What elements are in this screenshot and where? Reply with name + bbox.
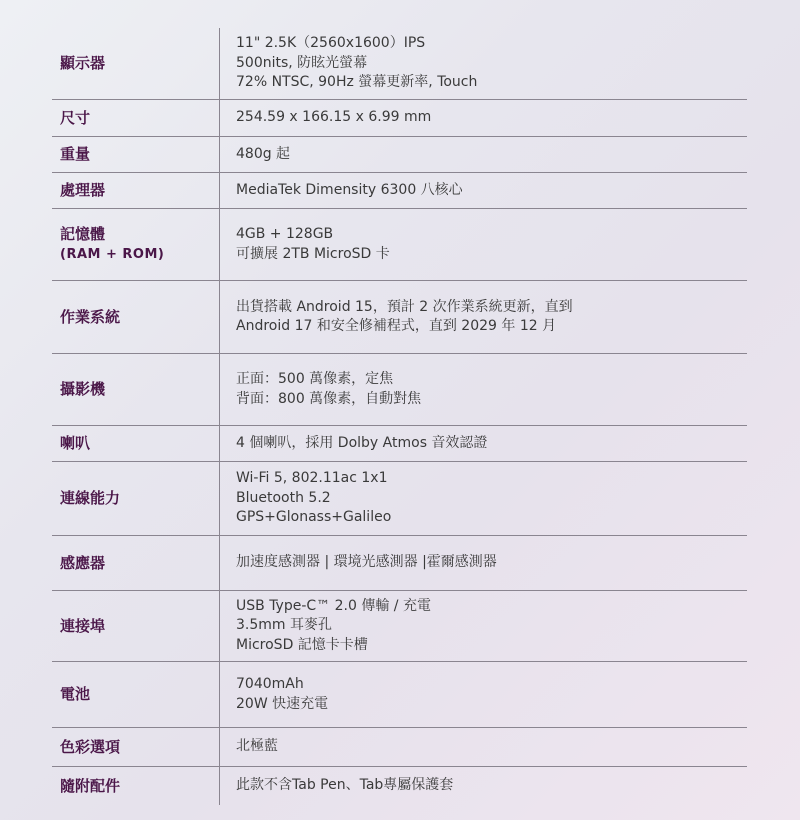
spec-value [219, 662, 747, 727]
spec-label: 顯示器 [60, 54, 106, 72]
spec-value-line: 加速度感測器 | 環境光感測器 |霍爾感測器 [236, 554, 497, 571]
spec-value-line: 4 個喇叭，採用 Dolby Atmos 音效認證 [236, 434, 488, 451]
spec-label: 連接埠 [60, 616, 106, 635]
spec-table [52, 28, 747, 805]
spec-value-line: 72% NTSC, 90Hz 螢幕更新率, Touch [236, 74, 478, 91]
spec-value-line: 正面：500 萬像素，定焦 [236, 371, 394, 387]
spec-label: 色彩選項 [60, 737, 121, 756]
spec-label: 作業系統 [60, 307, 121, 326]
spec-value [219, 28, 747, 99]
spec-row-speakers [52, 426, 747, 462]
spec-value-line: 480g 起 [236, 145, 291, 162]
spec-value-line: 7040mAh [236, 676, 304, 692]
spec-row-memory [52, 209, 747, 281]
spec-row-processor [52, 173, 747, 209]
spec-value-line: MediaTek Dimensity 6300 八核心 [236, 181, 463, 198]
spec-value-line: 可擴展 2TB MicroSD 卡 [236, 245, 390, 262]
spec-value-line: 254.59 x 166.15 x 6.99 mm [236, 109, 432, 126]
spec-row-accessories [52, 767, 747, 805]
spec-row-dimensions [52, 100, 747, 137]
spec-value-line: 背面：800 萬像素，自動對焦 [236, 390, 422, 407]
spec-label: 處理器 [60, 181, 106, 199]
spec-value [219, 354, 747, 425]
spec-value-line: 出貨搭載 Android 15，預計 2 次作業系統更新，直到 [236, 298, 573, 315]
spec-label: 重量 [60, 145, 91, 163]
spec-value [219, 100, 747, 136]
spec-value-line: 3.5mm 耳麥孔 [236, 617, 332, 634]
spec-value-line: GPS+Glonass+Galileo [236, 509, 392, 526]
spec-row-battery [52, 662, 747, 728]
spec-label: 隨附配件 [60, 776, 121, 795]
spec-value-line: Wi-Fi 5, 802.11ac 1x1 [236, 470, 388, 487]
spec-label: 記憶體 (RAM + ROM) [52, 209, 219, 280]
spec-row-connectivity [52, 462, 747, 536]
spec-value [219, 426, 747, 461]
spec-value [219, 137, 747, 172]
spec-value-line: 11" 2.5K（2560x1600）IPS [236, 35, 426, 52]
spec-row-colors [52, 728, 747, 767]
spec-value-line: 4GB + 128GB [236, 226, 334, 242]
spec-row-sensors [52, 536, 747, 591]
spec-value-line: Android 17 和安全修補程式，直到 2029 年 12 月 [236, 318, 557, 334]
spec-label: 喇叭 [60, 434, 91, 452]
spec-value [219, 462, 747, 535]
spec-value-line: 北極藍 [236, 738, 278, 755]
spec-label: 感應器 [60, 553, 106, 572]
spec-value-line: 此款不含Tab Pen、Tab專屬保護套 [236, 777, 454, 794]
spec-value [219, 728, 747, 766]
spec-label-sub: (RAM + ROM) [60, 247, 165, 262]
spec-value [219, 209, 747, 280]
spec-label: 尺寸 [60, 108, 91, 127]
spec-value [219, 767, 747, 805]
spec-row-weight [52, 137, 747, 173]
spec-value [219, 536, 747, 590]
spec-value-line: MicroSD 記憶卡卡槽 [236, 636, 368, 653]
spec-value-line: 500nits, 防眩光螢幕 [236, 54, 368, 71]
spec-row-ports [52, 591, 747, 662]
spec-value-line: Bluetooth 5.2 [236, 489, 331, 506]
spec-row-camera [52, 354, 747, 426]
spec-row-display [52, 28, 747, 100]
spec-value [219, 173, 747, 208]
spec-value-line: 20W 快速充電 [236, 695, 329, 712]
spec-value-line: USB Type-C™ 2.0 傳輸 / 充電 [236, 597, 431, 614]
spec-value [219, 591, 747, 661]
spec-row-os [52, 281, 747, 354]
spec-label: 電池 [60, 685, 91, 703]
spec-value [219, 281, 747, 353]
spec-label: 攝影機 [60, 380, 106, 398]
spec-label: 連線能力 [60, 489, 121, 507]
